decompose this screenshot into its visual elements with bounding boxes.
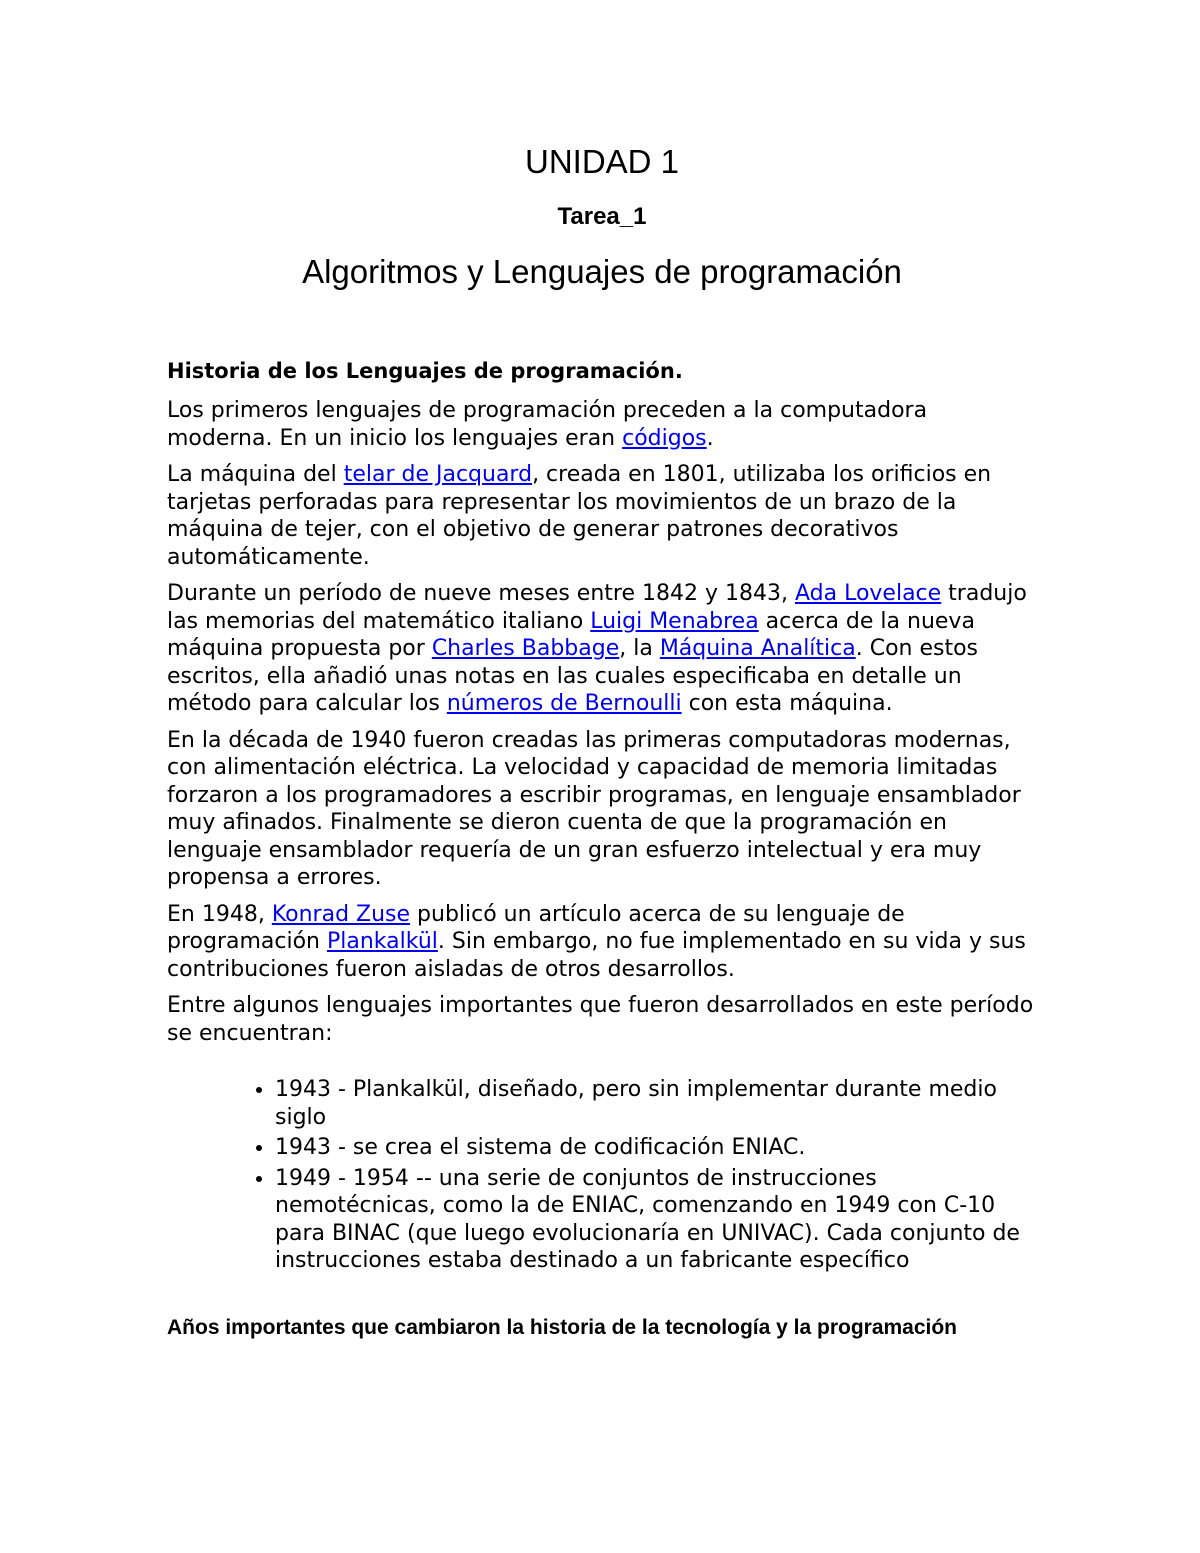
paragraph-text: . Sin embargo, no fue implementado en su vida y sus contribuciones fueron aisladas de otros desarrollos. bbox=[167, 929, 1026, 982]
paragraph-text: Los primeros lenguajes de programación preceden a la computadora moderna. En un inicio los lenguajes eran bbox=[167, 398, 928, 451]
title-block bbox=[167, 142, 1037, 294]
task-heading: Tarea_1 bbox=[557, 203, 647, 230]
link-charles-babbage[interactable]: Charles Babbage bbox=[431, 636, 620, 661]
paragraph-lovelace bbox=[167, 580, 1037, 718]
section-heading: Historia de los Lenguajes de programación. bbox=[167, 359, 683, 383]
link-luigi-menabrea[interactable]: Luigi Menabrea bbox=[590, 608, 759, 634]
list-item: • 1949 - 1954 -- una serie de conjuntos de instrucciones nemotécnicas, como la de ENIAC, comenzando en 1949 con C-10 para BINAC (que luego evolucionaría en UNIVAC). Cada conjunto de instrucciones estaba destinado a un fabricante específico bbox=[275, 1165, 1037, 1275]
link-maquina-analitica[interactable]: Máquina Analítica bbox=[659, 636, 856, 661]
paragraph-text: publicó un artículo acerca de su lenguaje de programación bbox=[167, 901, 905, 954]
link-ada-lovelace[interactable]: Ada Lovelace bbox=[794, 581, 942, 606]
link-numeros-de-bernoulli[interactable]: números de Bernoulli bbox=[446, 691, 682, 716]
link-konrad-zuse[interactable]: Konrad Zuse bbox=[271, 901, 411, 927]
list-item: • 1943 - se crea el sistema de codificación ENIAC. bbox=[275, 1134, 1037, 1162]
paragraph-text: Entre algunos lenguajes importantes que fueron desarrollados en este período se encuentran: bbox=[167, 993, 1034, 1046]
paragraph-text: En 1948, bbox=[167, 901, 272, 927]
paragraph-text: tradujo las memorias del matemático italiano bbox=[167, 581, 1027, 634]
link-telar-de-jacquard[interactable]: telar de Jacquard bbox=[343, 462, 533, 487]
paragraph-text: con esta máquina. bbox=[681, 691, 893, 716]
paragraph-text: , creada en 1801, utilizaba los orificios en tarjetas perforadas para representar los movimientos de un brazo de la máquina de tejer, con el objetivo de generar patrones decorativos automáticamente. bbox=[167, 462, 992, 570]
document-title: Algoritmos y Lenguajes de programación bbox=[302, 253, 902, 290]
important-years-heading: Años importantes que cambiaron la historia de la tecnología y la programación bbox=[167, 1315, 958, 1339]
paragraph-intro bbox=[167, 397, 1037, 452]
paragraph-text: , la bbox=[619, 636, 660, 661]
paragraph-jacquard bbox=[167, 461, 1037, 571]
link-plankalkul[interactable]: Plankalkül bbox=[327, 929, 438, 954]
link-codigos[interactable]: códigos bbox=[622, 425, 707, 451]
paragraph-languages-intro bbox=[167, 992, 1037, 1047]
paragraph-1940s bbox=[167, 727, 1037, 892]
paragraph-text: Durante un período de nueve meses entre 1842 y 1843, bbox=[167, 581, 795, 606]
paragraph-zuse bbox=[167, 901, 1037, 984]
paragraph-text: acerca de la nueva máquina propuesta por bbox=[167, 608, 975, 661]
paragraph-text: . bbox=[706, 425, 714, 451]
unit-heading: UNIDAD 1 bbox=[524, 143, 680, 180]
list-item: • 1943 - Plankalkül, diseñado, pero sin implementar durante medio siglo bbox=[275, 1076, 1037, 1131]
languages-list bbox=[167, 1076, 1037, 1275]
paragraph-text: . Con estos escritos, ella añadió unas notas en las cuales especificaba en detalle un método para calcular los bbox=[167, 636, 979, 716]
paragraph-text: La máquina del bbox=[167, 462, 344, 487]
document-page bbox=[167, 130, 1037, 1343]
paragraph-text: En la década de 1940 fueron creadas las primeras computadoras modernas, con alimentación eléctrica. La velocidad y capacidad de memoria limitadas forzaron a los programadores a escribir programas, en lenguaje ensamblador muy afinados. Finalmente se dieron cuenta de que la programación en lenguaje ensamblador requería de un gran esfuerzo intelectual y era muy propensa a errores. bbox=[167, 727, 1021, 890]
